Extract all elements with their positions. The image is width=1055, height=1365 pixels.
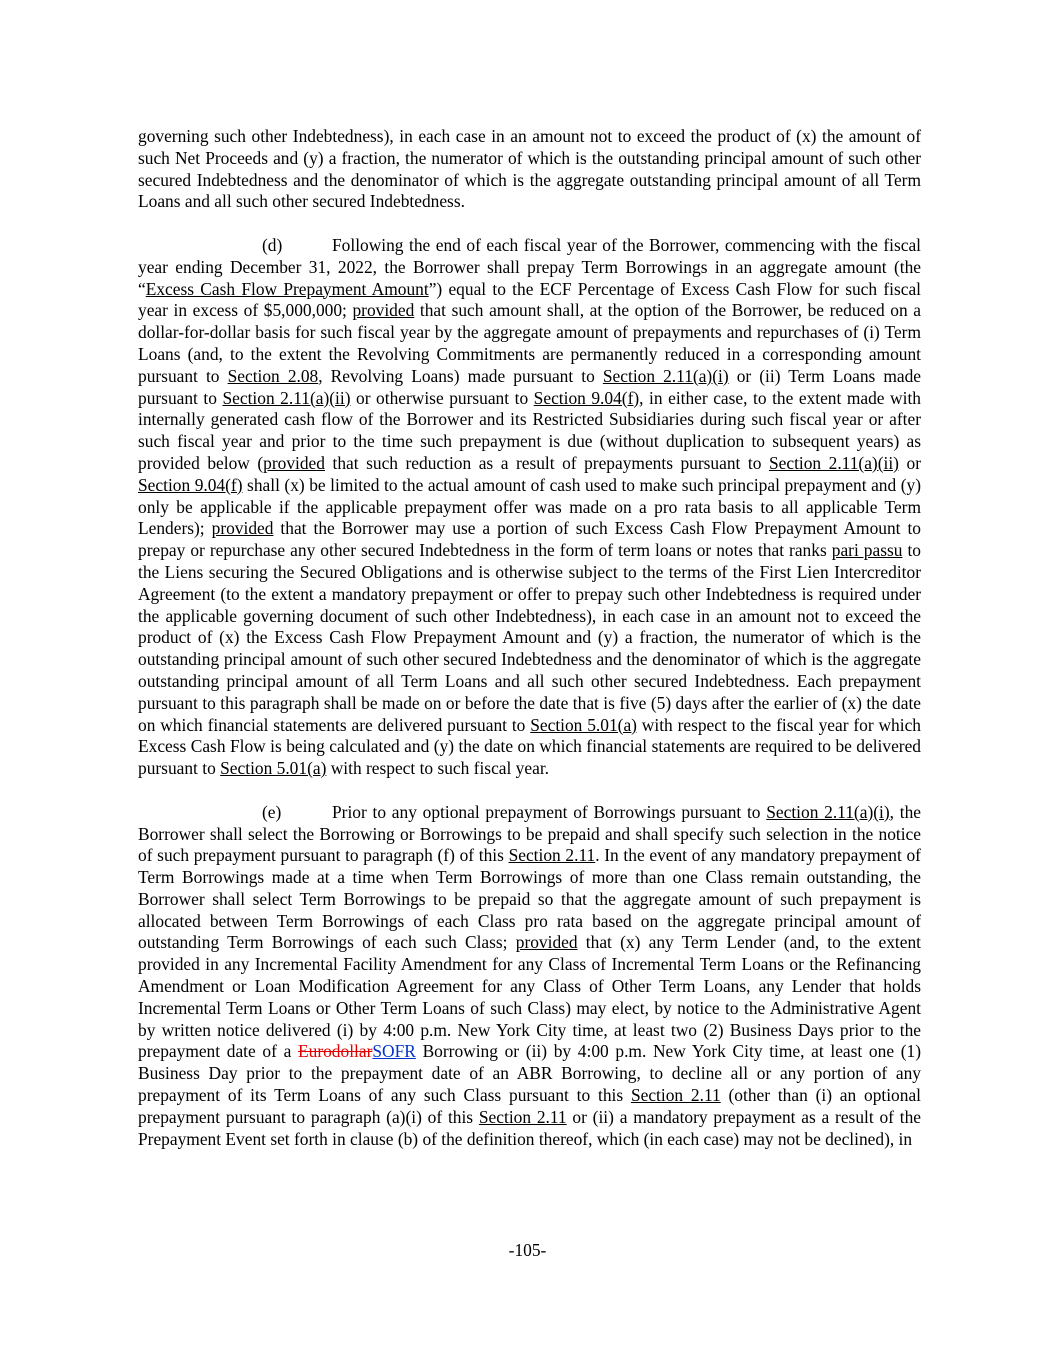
- section-reference: Section 2.11(a)(i): [602, 365, 729, 386]
- section-reference: Section 2.11: [508, 845, 596, 866]
- section-reference: Section 2.11(a)(ii): [768, 452, 899, 473]
- underlined-term: provided: [515, 932, 578, 953]
- paragraph-number: (d): [262, 234, 283, 255]
- paragraph-d: (d) Following the end of each fiscal year of the Borrower, commencing with the fiscal year ending December 31, 2022, the Borrower shall prepay Term Borrowings in an aggregate amount (the “Excess Cash Flow Prepayment Amount”) equal to the ECF Percentage of Excess Cash Flow for such fiscal year in excess of $5,000,000; provided that such amount shall, at the option of the Borrower, be reduced on a dollar-for-dollar basis for such fiscal year by the aggregate amount of prepayments and repurchases of (i) Term Loans (and, to the extent the Revolving Commitments are permanently reduced in a corresponding amount pursuant to Section 2.08, Revolving Loans) made pursuant to Section 2.11(a)(i) or (ii) Term Loans made pursuant to Section 2.11(a)(ii) or otherwise pursuant to Section 9.04(f), in either case, to the extent made with internally generated cash flow of the Borrower and its Restricted Subsidiaries during such fiscal year or after such fiscal year and prior to the time such prepayment is due (without duplication to subsequent years) as provided below (provided that such reduction as a result of prepayments pursuant to Section 2.11(a)(ii) or Section 9.04(f) shall (x) be limited to the actual amount of cash used to make such principal prepayment and (y) only be applicable if the applicable prepayment offer was made on a pro rata basis to all applicable Term Lenders); provided that the Borrower may use a portion of such Excess Cash Flow Prepayment Amount to prepay or repurchase any other secured Indebtedness in the form of term loans or notes that ranks pari passu to the Liens securing the Secured Obligations and is otherwise subject to the terms of the First Lien Intercreditor Agreement (to the extent a mandatory prepayment or offer to prepay such other Indebtedness is required under the applicable governing document of such other Indebtedness), in each case in an amount not to exceed the product of (x) the Excess Cash Flow Prepayment Amount and (y) a fraction, the numerator of which is the outstanding principal amount of such other secured Indebtedness and the denominator of which is the aggregate outstanding principal amount of all Term Loans and all such other secured Indebtedness. Each prepayment pursuant to this paragraph shall be made on or before the date that is five (5) days after the earlier of (x) the date on which financial statements are delivered pursuant to Section 5.01(a) with respect to the fiscal year for which Excess Cash Flow is being calculated and (y) the date on which financial statements are required to be delivered pursuant to Section 5.01(a) with respect to such fiscal year.: [138, 234, 922, 779]
- section-reference: Section 2.11(a)(ii): [222, 387, 351, 408]
- deleted-text: Eurodollar: [298, 1041, 373, 1062]
- underlined-term: pari passu: [831, 540, 903, 561]
- underlined-term: provided: [263, 452, 325, 473]
- paragraph-continuation: governing such other Indebtedness), in each case in an amount not to exceed the product of (x) the amount of such Net Proceeds and (y) a fraction, the numerator of which is the outstanding principal amount of such other secured Indebtedness and the denominator of which is the aggregate outstanding principal amount of all Term Loans and all such other secured Indebtedness.: [138, 126, 921, 212]
- document-body: [138, 126, 921, 1172]
- defined-term: Excess Cash Flow Prepayment Amount: [145, 278, 429, 299]
- inserted-text: SOFR: [372, 1041, 416, 1062]
- underlined-term: provided: [352, 300, 415, 321]
- section-reference: Section 9.04(f): [533, 387, 640, 408]
- section-reference: Section 9.04(f): [138, 474, 243, 495]
- section-reference: Section 2.11: [630, 1085, 721, 1106]
- paragraph-number: (e): [262, 801, 282, 822]
- underlined-term: provided: [211, 518, 274, 539]
- section-reference: Section 5.01(a): [220, 758, 327, 779]
- section-reference: Section 2.11(a)(i): [766, 801, 890, 822]
- page-number: -105-: [508, 1240, 547, 1260]
- paragraph-e: (e) Prior to any optional prepayment of Borrowings pursuant to Section 2.11(a)(i), the Borrower shall select the Borrowing or Borrowings to be prepaid and shall specify such selection in the notice of such prepayment pursuant to paragraph (f) of this Section 2.11. In the event of any mandatory prepayment of Term Borrowings made at a time when Term Borrowings of more than one Class remain outstanding, the Borrower shall select Term Borrowings to be prepaid so that the aggregate amount of such prepayment is allocated between Term Borrowings of each Class pro rata based on the aggregate principal amount of outstanding Term Borrowings of each such Class; provided that (x) any Term Lender (and, to the extent provided in any Incremental Facility Amendment for any Class of Incremental Term Loans or the Refinancing Amendment or Loan Modification Agreement for any Class of Other Term Loans, any Lender that holds Incremental Term Loans or Other Term Loans of such Class) may elect, by notice to the Administrative Agent by written notice delivered (i) by 4:00 p.m. New York City time, at least two (2) Business Days prior to the prepayment date of a EurodollarSOFR Borrowing or (ii) by 4:00 p.m. New York City time, at least one (1) Business Day prior to the prepayment date of an ABR Borrowing, to decline all or any portion of any prepayment of its Term Loans of any such Class pursuant to this Section 2.11 (other than (i) an optional prepayment pursuant to paragraph (a)(i) of this Section 2.11 or (ii) a mandatory prepayment as a result of the Prepayment Event set forth in clause (b) of the definition thereof, which (in each case) may not be declined), in: [138, 801, 921, 1149]
- section-reference: Section 2.08: [227, 365, 319, 386]
- section-reference: Section 2.11: [478, 1106, 567, 1127]
- section-reference: Section 5.01(a): [530, 714, 637, 735]
